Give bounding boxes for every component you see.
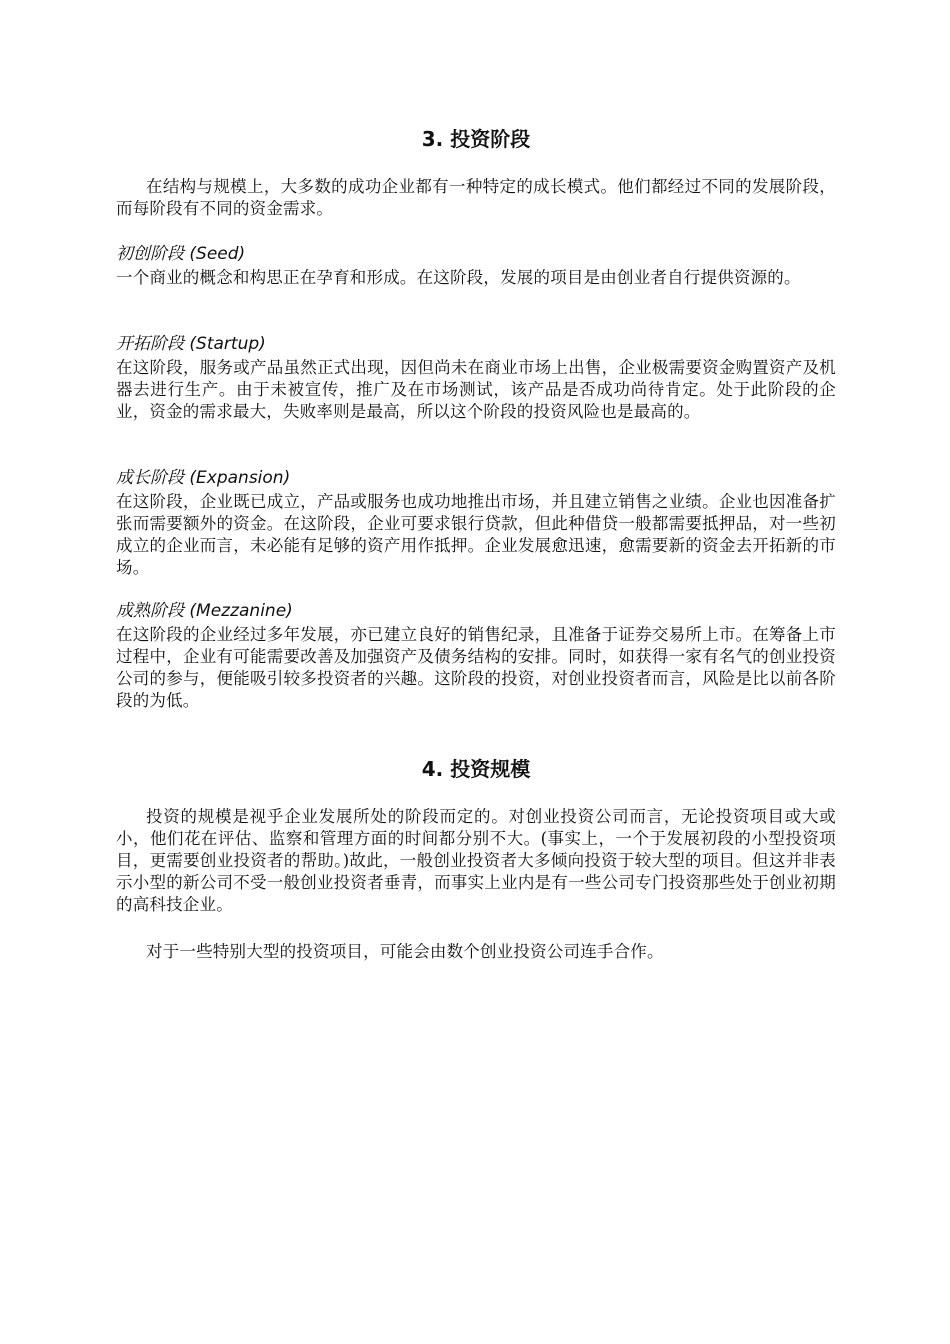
stage-expansion-title-cn: 成长阶段: [116, 468, 184, 488]
section-4-paragraph-2: 对于一些特别大型的投资项目，可能会由数个创业投资公司连手合作。: [146, 942, 664, 961]
stage-seed-body: 一个商业的概念和构思正在孕育和形成。在这阶段，发展的项目是由创业者自行提供资源的。: [116, 268, 801, 287]
section-4-paragraph-1: 投资的规模是视乎企业发展所处的阶段而定的。对创业投资公司而言，无论投资项目或大或小，他们花在评估、监察和管理方面的时间都分别不大。(事实上，一个于发展初段的小型投资项目，更需要创业投资者的帮助。)故此，一般创业投资者大多倾向投资于较大型的项目。但这并非表示小型的新公司不受一般创业投资者垂青，而事实上业内是有一些公司专门投资那些处于创业初期的高科技企业。: [116, 807, 836, 914]
section-3-intro: 在结构与规模上，大多数的成功企业都有一种特定的成长模式。他们都经过不同的发展阶段，而每阶段有不同的资金需求。: [116, 177, 836, 218]
stage-expansion-body: 在这阶段，企业既已成立，产品或服务也成功地推出市场，并且建立销售之业绩。企业也因准备扩张而需要额外的资金。在这阶段，企业可要求银行贷款，但此种借贷一般都需要抵押品，对一些初成立的企业而言，未必能有足够的资产用作抵押。企业发展愈迅速，愈需要新的资金去开拓新的市场。: [116, 492, 836, 577]
stage-mezzanine-body: 在这阶段的企业经过多年发展，亦已建立良好的销售纪录，且准备于证券交易所上市。在筹备上市过程中，企业有可能需要改善及加强资产及债务结构的安排。同时，如获得一家有名气的创业投资公司的参与，便能吸引较多投资者的兴趣。这阶段的投资，对创业投资者而言，风险是比以前各阶段的为低。: [116, 625, 836, 710]
stage-mezzanine-title-en: (Mezzanine): [189, 601, 293, 621]
section-4-heading: 4. 投资规模: [421, 757, 531, 781]
section-3-heading: 3. 投资阶段: [421, 127, 531, 151]
stage-mezzanine-title-cn: 成熟阶段: [116, 601, 184, 621]
stage-seed-title: [116, 243, 836, 265]
stage-startup-title: [116, 333, 836, 355]
stage-expansion-title-en: (Expansion): [189, 468, 291, 488]
stage-startup-body: 在这阶段，服务或产品虽然正式出现，因但尚未在商业市场上出售，企业极需要资金购置资产及机器去进行生产。由于未被宣传，推广及在市场测试，该产品是否成功尚待肯定。处于此阶段的企业，资金的需求最大，失败率则是最高，所以这个阶段的投资风险也是最高的。: [116, 358, 836, 421]
stage-seed-title-cn: 初创阶段: [116, 244, 184, 264]
stage-startup-title-cn: 开拓阶段: [116, 334, 184, 354]
stage-startup-title-en: (Startup): [189, 334, 266, 354]
stage-seed-title-en: (Seed): [189, 244, 246, 264]
stage-expansion-title: [116, 467, 836, 489]
stage-mezzanine-title: [116, 600, 836, 622]
